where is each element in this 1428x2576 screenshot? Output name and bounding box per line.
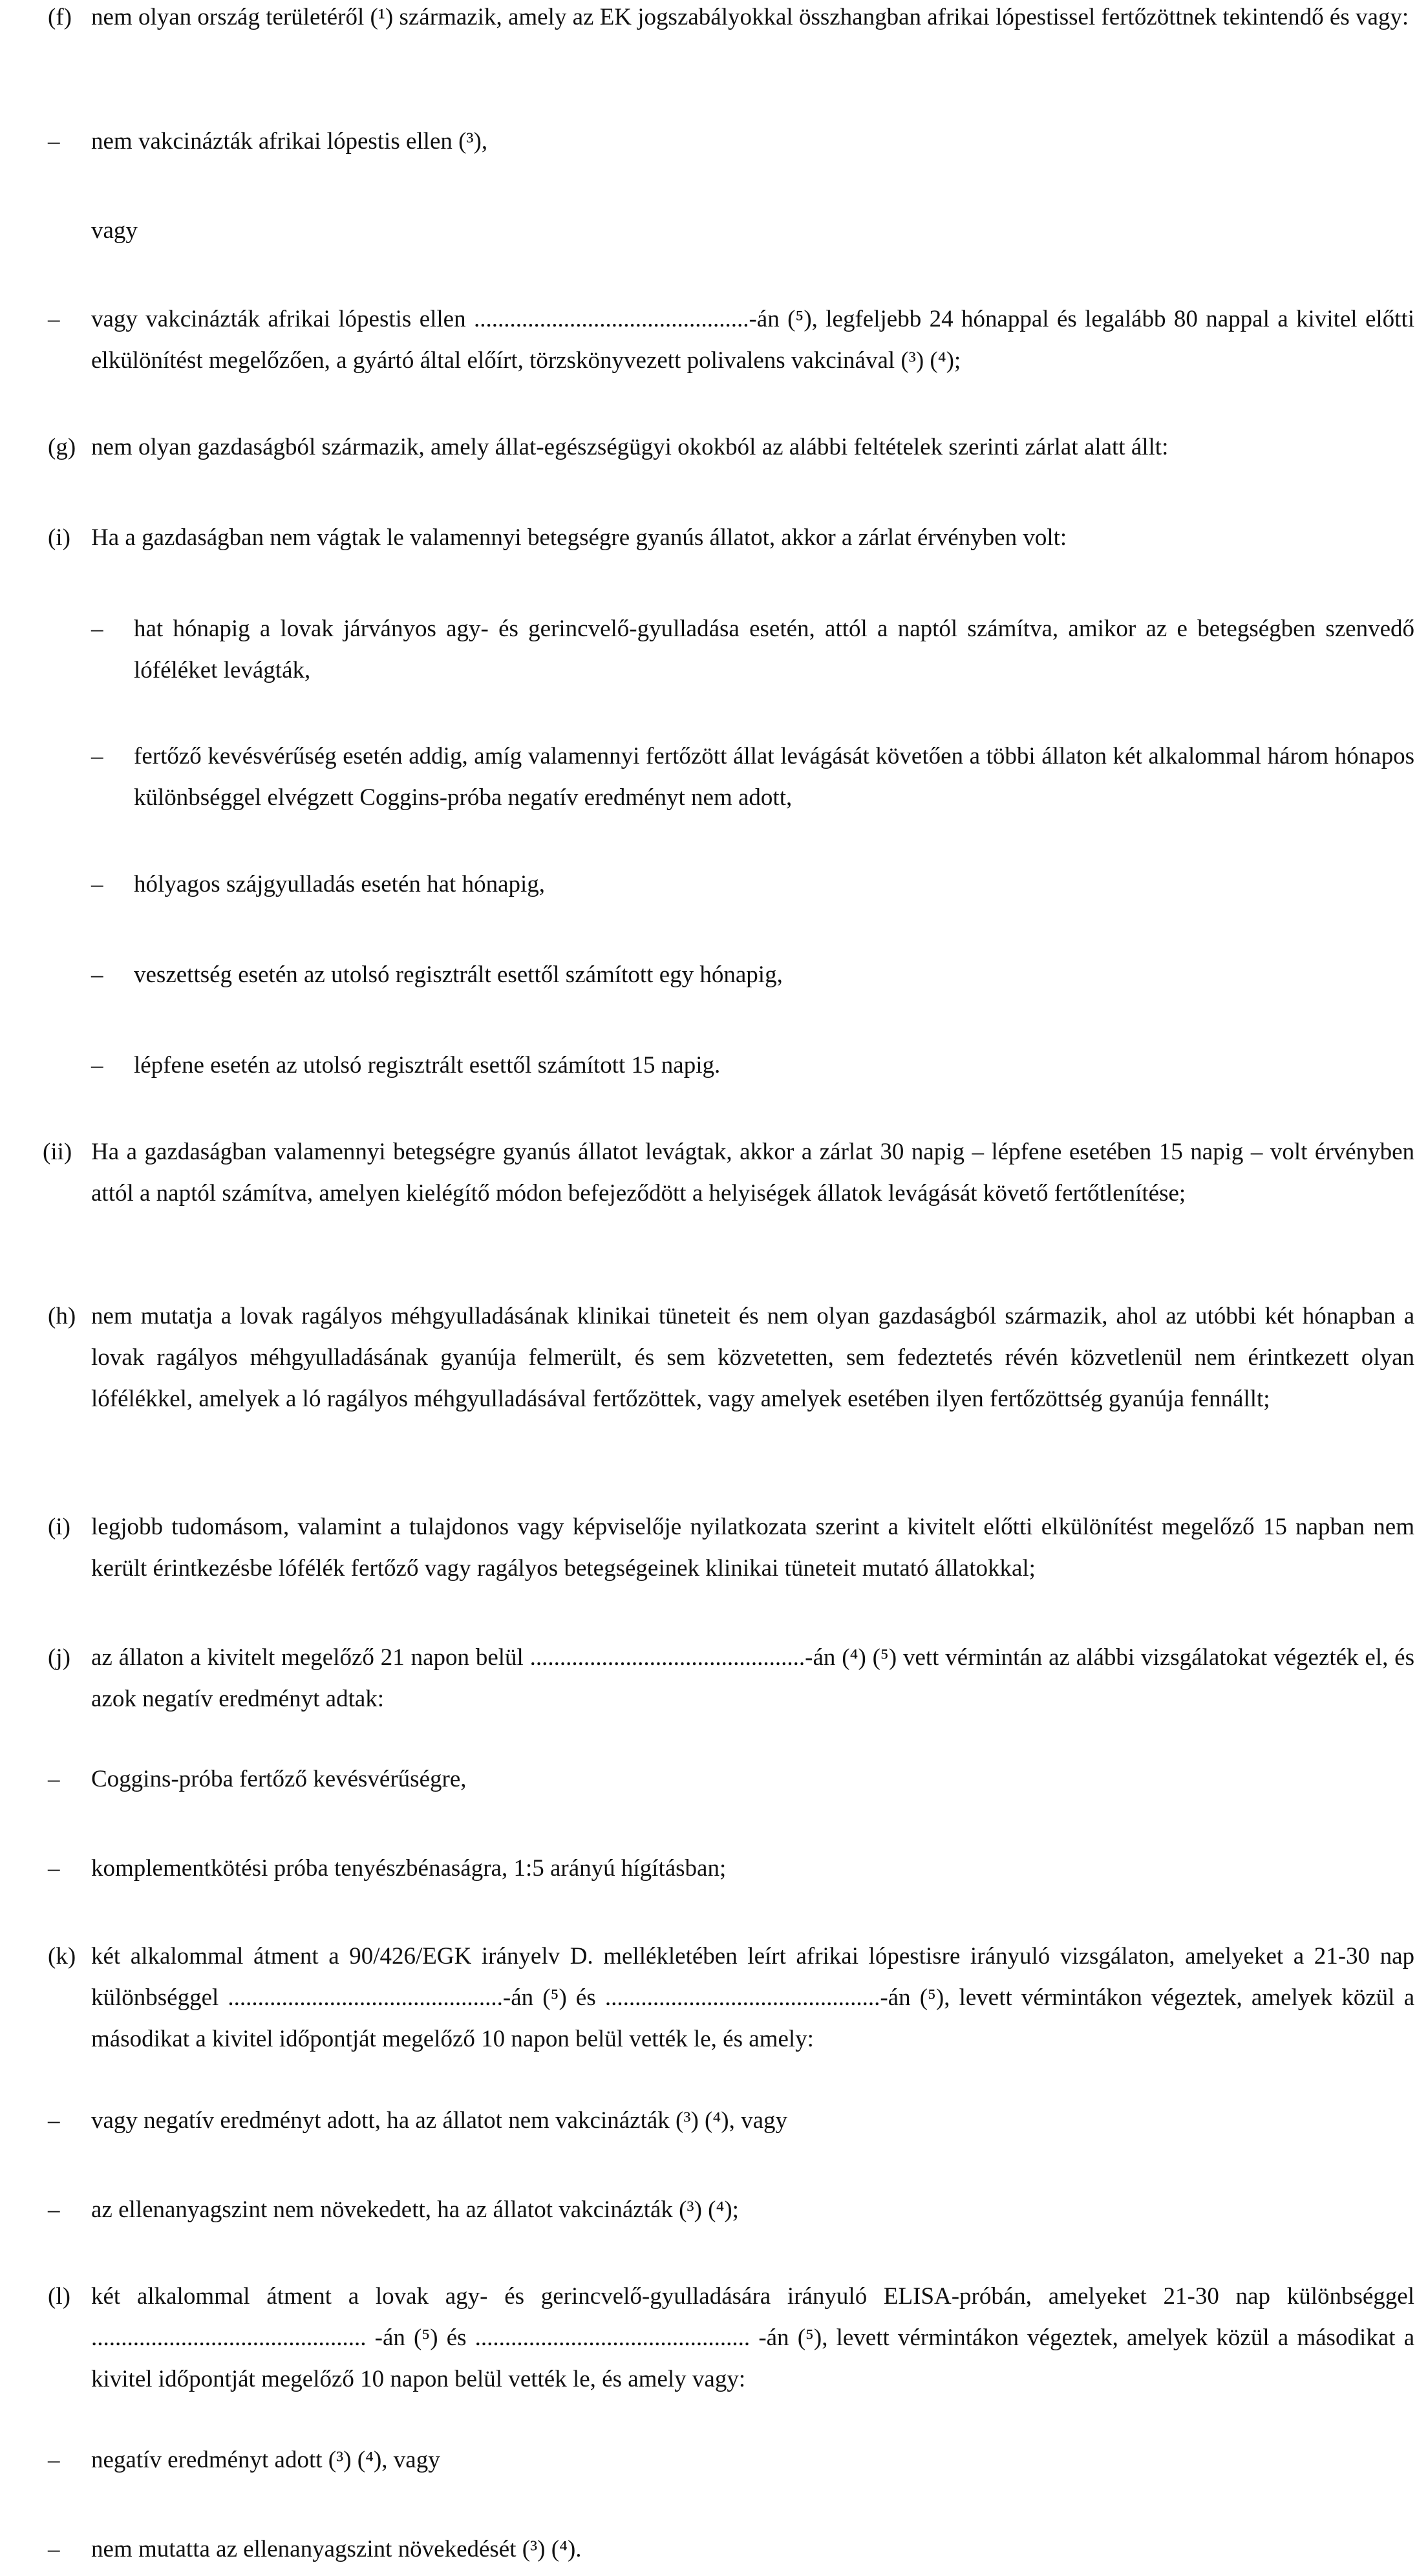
item-text-g: nem olyan gazdaságból származik, amely állat-egészségügyi okokból az alábbi feltételek szerinti zárlat alatt állt: [91, 434, 1169, 460]
dash-l-2: – [48, 2536, 60, 2562]
bullet-g-i-4: veszettség esetén az utolsó regisztrált esettől számított egy hónapig, [134, 961, 783, 988]
subitem-text-g-ii: Ha a gazdaságban valamennyi betegségre gyanús állatot levágtak, akkor a zárlat 30 napig – lépfene esetében 15 napig – volt érvényben attól a naptól számítva, amelyen kielégítő módon befejeződött a helyiségek állatok levágását követő fertőtlenítése; [91, 1139, 1414, 1207]
item-label-f: (f) [48, 4, 72, 30]
dash-f-1: – [48, 128, 60, 155]
dash-g-i-5: – [91, 1052, 103, 1079]
bullet-l-1: negatív eredményt adott (³) (⁴), vagy [91, 2447, 440, 2473]
bullet-k-1: vagy negatív eredményt adott, ha az állatot nem vakcinázták (³) (⁴), vagy [91, 2107, 788, 2134]
subitem-f-2: vagy vakcinázták afrikai lópestis ellen ..............................................-án (⁵), legfeljebb 24 hónappal és legalább 80 nappal a kivitel előtti elkülönítést megelőzően, a gyártó által előírt, törzskönyvezett polivalens vakcinával (³) (⁴); [91, 306, 1414, 374]
bullet-j-2: komplementkötési próba tenyészbénaságra, 1:5 arányú hígításban; [91, 1855, 727, 1882]
dash-k-1: – [48, 2107, 60, 2134]
dash-g-i-2: – [91, 743, 103, 769]
dash-j-2: – [48, 1855, 60, 1882]
subitem-label-g-ii: (ii) [43, 1139, 72, 1165]
item-text-h: nem mutatja a lovak ragályos méhgyulladásának klinikai tüneteit és nem olyan gazdaságból származik, ahol az utóbbi két hónapban a lovak ragályos méhgyulladásának gyanúja felmerült, és sem közvetetten, sem fedeztetés révén közvetlenül nem érintkezett olyan lófélékkel, amelyek a ló ragályos méhgyulladásával fertőzöttek, vagy amelyek esetében ilyen fertőzöttség gyanúja fennállt; [91, 1303, 1414, 1412]
bullet-j-1: Coggins-próba fertőző kevésvérűségre, [91, 1766, 467, 1792]
bullet-g-i-5: lépfene esetén az utolsó regisztrált esettől számított 15 napig. [134, 1052, 721, 1079]
item-label-h: (h) [48, 1303, 76, 1329]
item-label-l: (l) [48, 2283, 70, 2310]
dash-k-2: – [48, 2196, 60, 2223]
subitem-label-g-i: (i) [48, 524, 70, 551]
item-text-k: két alkalommal átment a 90/426/EGK irányelv D. mellékletében leírt afrikai lópestisre irányuló vizsgálaton, amelyeket a 21-30 nap különbséggel ..............................................-án (⁵) és ..............................................-án (⁵), levett vérmintákon végeztek, amelyek közül a másodikat a kivitel időpontját megelőző 10 napon belül vették le, és amely: [91, 1943, 1414, 2052]
connector-vagy: vagy [91, 217, 138, 244]
bullet-k-2: az ellenanyagszint nem növekedett, ha az állatot vakcinázták (³) (⁴); [91, 2196, 739, 2223]
dash-g-i-3: – [91, 871, 103, 897]
dash-j-1: – [48, 1766, 60, 1792]
dash-l-1: – [48, 2447, 60, 2473]
dash-g-i-1: – [91, 616, 103, 642]
dash-f-2: – [48, 306, 60, 332]
item-label-g: (g) [48, 434, 76, 460]
item-text-i: legjobb tudomásom, valamint a tulajdonos vagy képviselője nyilatkozata szerint a kivitelt előtti elkülönítést megelőző 15 napban nem került érintkezésbe lófélék fertőző vagy ragályos betegségeinek klinikai tüneteit mutató állatokkal; [91, 1514, 1414, 1582]
bullet-g-i-2: fertőző kevésvérűség esetén addig, amíg valamennyi fertőzött állat levágását követően a többi állaton két alkalommal három hónapos különbséggel elvégzett Coggins-próba negatív eredményt nem adott, [134, 743, 1414, 811]
item-label-k: (k) [48, 1943, 76, 1970]
bullet-g-i-1: hat hónapig a lovak járványos agy- és gerincvelő-gyulladása esetén, attól a naptól számítva, amikor az e betegségben szenvedő lóféléket levágták, [134, 616, 1414, 683]
bullet-l-2: nem mutatta az ellenanyagszint növekedését (³) (⁴). [91, 2536, 582, 2562]
item-text-l: két alkalommal átment a lovak agy- és gerincvelő-gyulladására irányuló ELISA-próbán, amelyeket 21-30 nap különbséggel .............................................. -án (⁵) és .............................................. -án (⁵), levett vérmintákon végeztek, amelyek közül a másodikat a kivitel időpontját megelőző 10 napon belül vették le, és amely vagy: [91, 2283, 1414, 2392]
item-label-j: (j) [48, 1644, 70, 1671]
subitem-text-g-i: Ha a gazdaságban nem vágtak le valamennyi betegségre gyanús állatot, akkor a zárlat érvényben volt: [91, 524, 1067, 551]
item-label-i: (i) [48, 1514, 70, 1540]
bullet-g-i-3: hólyagos szájgyulladás esetén hat hónapig, [134, 871, 546, 897]
subitem-f-1: nem vakcinázták afrikai lópestis ellen (³), [91, 128, 488, 155]
dash-g-i-4: – [91, 961, 103, 988]
item-text-f: nem olyan ország területéről (¹) származik, amely az EK jogszabályokkal összhangban afrikai lópestissel fertőzöttnek tekintendő és vagy: [91, 4, 1409, 30]
item-text-j: az állaton a kivitelt megelőző 21 napon belül ..............................................-án (⁴) (⁵) vett vérmintán az alábbi vizsgálatokat végezték el, és azok negatív eredményt adtak: [91, 1644, 1414, 1712]
